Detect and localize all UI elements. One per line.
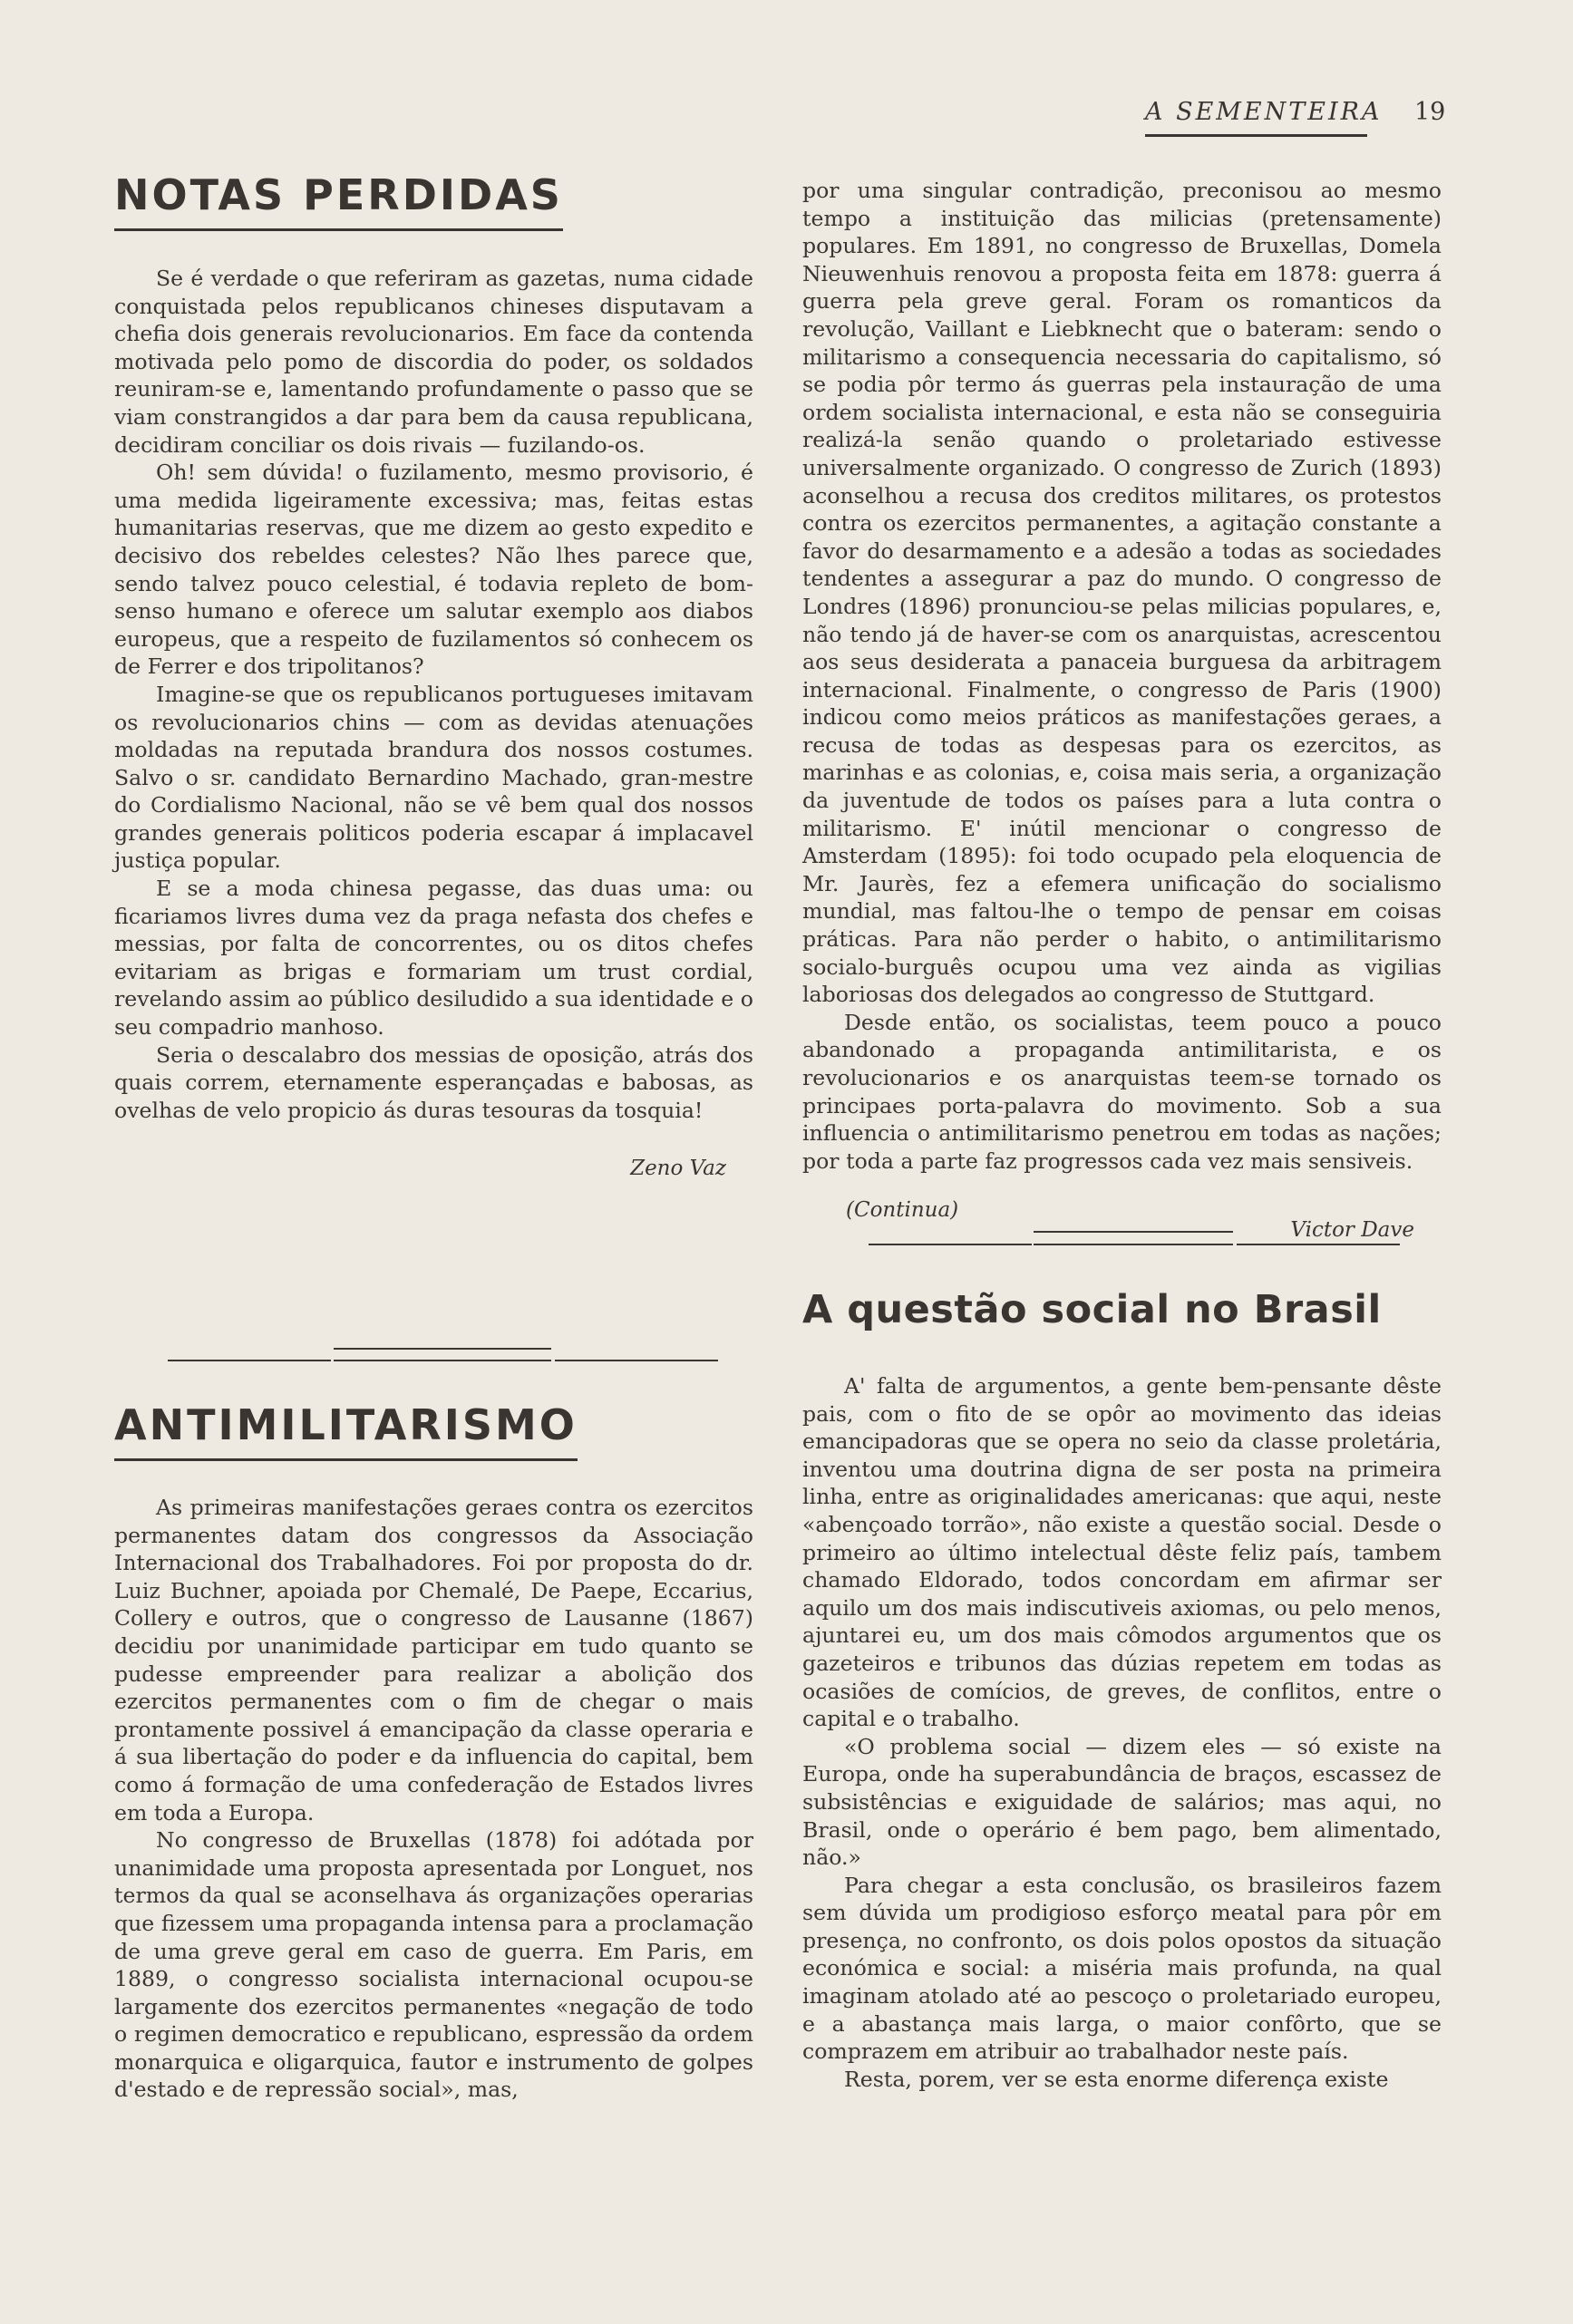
separator-rule bbox=[555, 1360, 718, 1361]
questao-social-body bbox=[802, 1372, 1442, 2093]
separator-rule bbox=[334, 1348, 551, 1350]
paragraph: Desde então, os socialistas, teem pouco a pouco abandonado a propaganda antimilitarista, e os revolucionarios e os anarquistas teem-se tornado os principaes porta-palavra do movimento. Sob a sua influencia o antimilitarismo penetrou em todas as nações; por toda a parte faz progressos cada vez mais sensiveis. bbox=[802, 1009, 1442, 1174]
notas-perdidas-article bbox=[114, 170, 753, 1180]
paragraph: Para chegar a esta conclusão, os brasileiros fazem sem dúvida um prodigioso esforço meatal para pôr em presença, no confronto, os dois polos opostos da situação económica e social: a miséria mais profunda, na qual imaginam atolado até ao pescoço o proletariado europeu, e a abastança mais larga, o maior confôrto, que se comprazem em atribuir ao trabalhador neste país. bbox=[802, 1872, 1442, 2065]
paragraph: «O problema social — dizem eles — só existe na Europa, onde ha superabundância de braços, escassez de subsistências e exiguidade de salários; mas aqui, no Brasil, onde o operário é bem pago, bem alimentado, não.» bbox=[802, 1733, 1442, 1871]
antimilitarismo-title: ANTIMILITARISMO bbox=[114, 1400, 578, 1461]
notas-perdidas-body bbox=[114, 265, 753, 1124]
paragraph: As primeiras manifestações geraes contra os ezercitos permanentes datam dos congressos da Associação Internacional dos Trabalhadores. Foi por proposta do dr. Luiz Buchner, apoiada por Chemalé, De Paepe, Eccarius, Collery e outros, que o congresso de Lausanne (1867) decidiu por unanimidade participar em tudo quanto se pudesse empreender para realizar a abolição dos ezercitos permanentes com o fim de chegar o mais prontamente possivel á emancipação da classe operaria e á sua libertação do poder e da influencia do capital, bem como á formação de uma confederação de Estados livres em toda a Europa. bbox=[114, 1495, 753, 1825]
paragraph: Resta, porem, ver se esta enorme diferença existe bbox=[844, 2066, 1389, 2092]
separator-rule bbox=[1034, 1231, 1233, 1233]
separator-rule bbox=[869, 1244, 1032, 1245]
page-number: 19 bbox=[1414, 98, 1446, 126]
separator-rule bbox=[1237, 1244, 1400, 1245]
questao-social-title: A questão social no Brasil bbox=[802, 1287, 1382, 1332]
continua-note: (Continua) bbox=[846, 1198, 959, 1223]
separator-rule bbox=[334, 1360, 551, 1361]
running-header bbox=[0, 94, 1573, 140]
antimilitarismo-article bbox=[114, 1400, 753, 2104]
separator-rule bbox=[168, 1360, 331, 1361]
antimilitarismo-body bbox=[114, 1494, 753, 2104]
paragraph: Oh! sem dúvida! o fuzilamento, mesmo provisorio, é uma medida ligeiramente excessiva; mas, feitas estas humanitarias reservas, que me dizem ao gesto expedito e decisivo dos rebeldes celestes? Não lhes parece que, sendo talvez pouco celestial, é todavia repleto de bom-senso humano e oferece um salutar exemplo aos diabos europeus, que a respeito de fuzilamentos só conhecem os de Ferrer e dos tripolitanos? bbox=[114, 460, 753, 680]
journal-title: A SEMENTEIRA bbox=[1145, 98, 1383, 126]
separator-rule bbox=[1034, 1244, 1233, 1245]
paragraph: A' falta de argumentos, a gente bem-pensante dêste pais, com o fito de se opôr ao movimento das ideias emancipadoras que se opera no seio da classe proletária, inventou uma doutrina digna de ser posta na primeira linha, entre as originalidades americanas: que aqui, neste «abençoado torrão», não existe a questão social. Desde o primeiro ao último intelectual dêste feliz país, tambem chamado Eldorado, todos concordam em afirmar ser aquilo um dos mais indiscutiveis axiomas, ou pelo menos, ajuntarei eu, um dos mais cômodos argumentos que os gazeteiros e tribunos das dúzias repetem em todas as ocasiões de comícios, de greves, de conflitos, entre o capital e o trabalho. bbox=[802, 1373, 1442, 1732]
paragraph: E se a moda chinesa pegasse, das duas uma: ou ficariamos livres duma vez da praga nefasta dos chefes e messias, por falta de concorrentes, ou os ditos chefes evitariam as brigas e formariam um trust cordial, revelando assim ao público desiludido a sua identidade e o seu compadrio manhoso. bbox=[114, 876, 753, 1041]
antimilitarismo-continued-body bbox=[802, 177, 1442, 1175]
questao-social-article bbox=[802, 1287, 1442, 2093]
paragraph: Se é verdade o que referiram as gazetas, numa cidade conquistada pelos republicanos chineses disputavam a chefia dois generais revolucionarios. Em face da contenda motivada pelo pomo de discordia do poder, os soldados reuniram-se e, lamentando profundamente o passo que se viam constrangidos a dar para bem da causa republicana, decidiram conciliar os dois rivais — fuzilando-os. bbox=[114, 266, 753, 458]
paragraph: por uma singular contradição, preconisou ao mesmo tempo a instituição das milicias (pretensamente) populares. Em 1891, no congresso de Bruxellas, Domela Nieuwenhuis renovou a proposta feita em 1878: guerra á guerra pela greve geral. Foram os romanticos da revolução, Vaillant e Liebknecht que o bateram: sendo o militarismo a consequencia necessaria do capitalismo, só se podia pôr termo ás guerras pela instauração de uma ordem socialista internacional, e esta não se conseguiria realizá-la senão quando o proletariado estivesse universalmente organizado. O congresso de Zurich (1893) aconselhou a recusa dos creditos militares, os protestos contra os ezercitos permanentes, a agitação constante a favor do desarmamento e a adesão a todas as sociedades tendentes a assegurar a paz do mundo. O congresso de Londres (1896) pronunciou-se pelas milicias populares, e, não tendo já de haver-se com os anarquistas, acrescentou aos seus desiderata a panaceia burguesa da arbitragem internacional. Finalmente, o congresso de Paris (1900) indicou como meios práticos as manifestações geraes, a recusa de todas as despesas para os ezercitos, as marinhas e as colonias, e, coisa mais seria, a organização da juventude de todos os países para a luta contra o militarismo. E' inútil mencionar o congresso de Amsterdam (1895): foi todo ocupado pela eloquencia de Mr. Jaurès, fez a efemera unificação do socialismo mundial, mas faltou-lhe o tempo de pensar em coisas práticas. Para não perder o habito, o antimilitarismo socialo-burguês ocupou uma vez ainda as vigilias laboriosas dos delegados ao congresso de Stuttgard. bbox=[802, 178, 1442, 1008]
paragraph: Imagine-se que os republicanos portugueses imitavam os revolucionarios chins — com as devidas atenuações moldadas na reputada brandura dos nossos costumes. Salvo o sr. candidato Bernardino Machado, gran-mestre do Cordialismo Nacional, não se vê bem qual dos nossos grandes generais politicos poderia escapar á implacavel justiça popular. bbox=[114, 681, 753, 874]
paragraph: No congresso de Bruxellas (1878) foi adótada por unanimidade uma proposta apresentada por Longuet, nos termos da qual se aconselhava ás organizações operarias que fizessem uma propaganda intensa para a proclamação de uma greve geral em caso de guerra. Em Paris, em 1889, o congresso socialista internacional ocupou-se largamente dos ezercitos permanentes «negação de todo o regimen democratico e republicano, espressão da ordem monarquica e oligarquica, fautor e instrumento de golpes d'estado e de repressão social», mas, bbox=[114, 1827, 753, 2103]
notas-signature: Zeno Vaz bbox=[630, 1157, 726, 1181]
antimilitarismo-signature: Victor Dave bbox=[1290, 1218, 1414, 1243]
antimilitarismo-continuation bbox=[802, 177, 1442, 1242]
paragraph: Seria o descalabro dos messias de oposição, atrás dos quais correm, eternamente esperançadas e babosas, as ovelhas de velo propicio ás duras tesouras da tosquia! bbox=[114, 1041, 753, 1123]
notas-perdidas-title: NOTAS PERDIDAS bbox=[114, 170, 563, 231]
header-underline bbox=[1145, 134, 1367, 137]
